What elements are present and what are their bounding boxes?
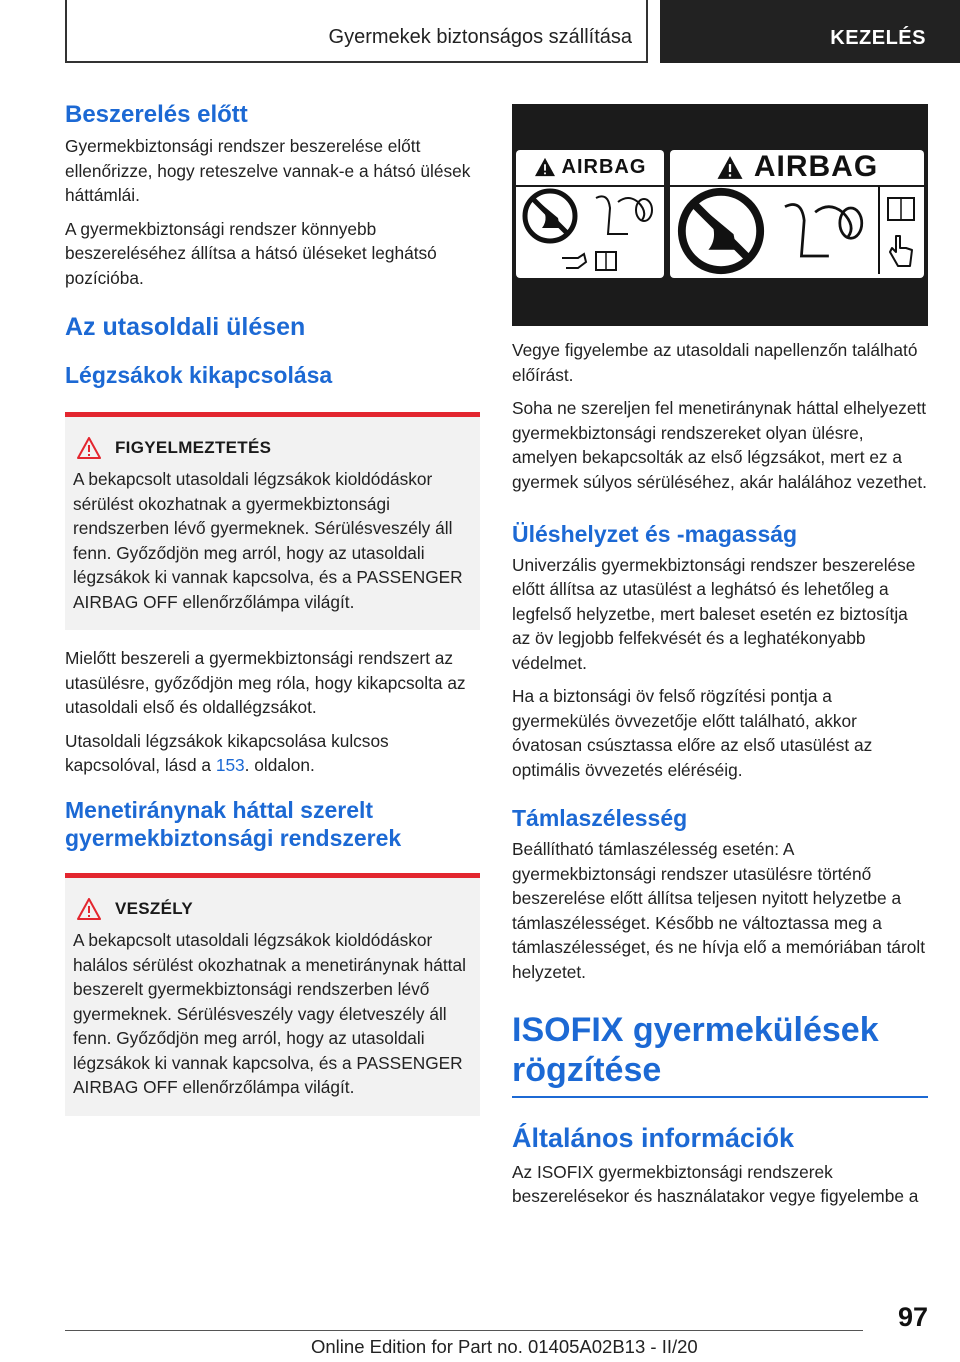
heading-deactivate-airbags: Légzsákok kikapcsolása	[65, 362, 333, 389]
warning-triangle-icon	[534, 157, 556, 177]
manual-hand-icon	[560, 248, 620, 274]
warning-triangle-icon	[716, 155, 744, 180]
airbag-deploy-icon	[774, 190, 870, 270]
warning-box	[65, 412, 480, 630]
footer-edition: Online Edition for Part no. 01405A02B13 - II/20	[311, 1336, 698, 1357]
heading-passenger-seat: Az utasoldali ülésen	[65, 313, 306, 341]
header-title-box	[65, 0, 648, 63]
paragraph: Ha a biztonsági öv felső rögzítési pontja a gyermekülés övvezetője előtt található, akkor óvatosan csúsztassa előre az első utasülést az optimális övvezetés eléréséig.	[512, 686, 873, 780]
airbag-label-text: AIRBAG	[561, 155, 647, 178]
isofix-heading-block	[512, 1010, 928, 1098]
warning-triangle-icon	[77, 898, 101, 920]
header-title: Gyermekek biztonságos szállítása	[328, 26, 632, 48]
heading-isofix: ISOFIX gyermekülések rögzítése	[512, 1011, 879, 1090]
footer-divider	[65, 1330, 863, 1331]
manual-book-icon	[886, 196, 916, 222]
airbag-label-text: AIRBAG	[753, 150, 879, 184]
header-section-label: KEZELÉS	[830, 27, 926, 49]
left-column	[65, 100, 480, 1126]
paragraph-text: Utasoldali légzsákok kikapcsolása kulcsos kapcsolóval, lásd a	[65, 730, 389, 775]
page-reference-link[interactable]: 153	[215, 755, 245, 775]
warning-title: FIGYELMEZTETÉS	[115, 438, 272, 457]
warning-text: A bekapcsolt utasoldali légzsákok kioldódáskor sérülést okozhatnak a gyermekbiztonsági rendszerben lévő gyermeknek. Sérülésveszély áll fenn. Győződjön meg arról, hogy az utasoldali légzsákok ki vannak kapcsolva, és a PASSENGER AIRBAG OFF ellenőrzőlámpa világít.	[73, 469, 463, 612]
right-column	[512, 104, 928, 1218]
no-rear-facing-child-seat-icon	[674, 186, 768, 276]
airbag-deploy-icon	[588, 188, 658, 242]
paragraph: Mielőtt beszereli a gyermekbiztonsági rendszert az utasülésre, győződjön meg róla, hogy kikapcsolta az utasoldali első és oldallégzsákot.	[65, 648, 466, 717]
airbag-label-large	[670, 150, 924, 278]
header-section-tab	[660, 0, 960, 63]
paragraph-text: . oldalon.	[244, 755, 315, 775]
paragraph: Gyermekbiztonsági rendszer beszerelése előtt ellenőrizze, hogy reteszelve vannak-e a hátsó ülések háttámlái.	[65, 136, 471, 205]
paragraph	[65, 729, 480, 778]
heading-rear-facing-systems: Menetiránynak háttal szerelt gyermekbiztonsági rendszerek	[65, 796, 402, 852]
paragraph: Az ISOFIX gyermekbiztonsági rendszerek beszerelésekor és használatakor vegye figyelembe a	[512, 1161, 919, 1207]
paragraph: Vegye figyelembe az utasoldali napellenzőn található előírást.	[512, 340, 918, 385]
heading-seat-position: Üléshelyzet és -magasság	[512, 521, 798, 547]
paragraph: Univerzális gyermekbiztonsági rendszer beszerelése előtt állítsa az utasülést a leghátsó és lehetőleg a legfelső helyzetbe, mert baleset esetén ez biztosítja az öv legjobb felfekvését és a leghatékonyabb védelmet.	[512, 554, 916, 673]
warning-triangle-icon	[77, 437, 101, 459]
hand-pointer-icon	[888, 234, 914, 268]
danger-box	[65, 873, 480, 1116]
heading-general-information: Általános információk	[512, 1123, 795, 1154]
danger-title: VESZÉLY	[115, 899, 194, 918]
airbag-label-small	[516, 150, 664, 278]
heading-backrest-width: Támlaszélesség	[512, 805, 688, 832]
paragraph: Soha ne szereljen fel menetiránynak háttal elhelyezett gyermekbiztonsági rendszereket olyan ülésre, amelyen bekapcsolták az első légzsákot, mert ez a gyermek súlyos sérüléséhez, akár halálához vezethet.	[512, 398, 927, 492]
no-rear-facing-child-seat-icon	[520, 188, 580, 244]
paragraph: A gyermekbiztonsági rendszer könnyebb beszereléséhez állítsa a hátsó üléseket leghátsó pozícióba.	[65, 218, 437, 288]
danger-text: A bekapcsolt utasoldali légzsákok kioldódáskor halálos sérülést okozhatnak a menetiránynak háttal beszerelt gyermekbiztonsági rendszerben lévő gyermeknek. Sérülésveszély vagy életveszély áll fenn. Győződjön meg arról, hogy az utasoldali légzsákok ki vannak kapcsolva, és a PASSENGER AIRBAG OFF ellenőrzőlámpa világít.	[73, 930, 466, 1097]
heading-before-installation: Beszerelés előtt	[65, 101, 248, 128]
paragraph: Beállítható támlaszélesség esetén: A gyermekbiztonsági rendszer utasülésre történő beszerelése előtt állítsa teljesen nyitott helyzetbe a támlaszélességet. Később ne változtassa meg a támlaszélességet, és ne hívja elő a memóriában tárolt helyzetet.	[512, 839, 926, 982]
airbag-warning-label-image	[512, 104, 928, 326]
page-number: 97	[897, 1302, 928, 1332]
